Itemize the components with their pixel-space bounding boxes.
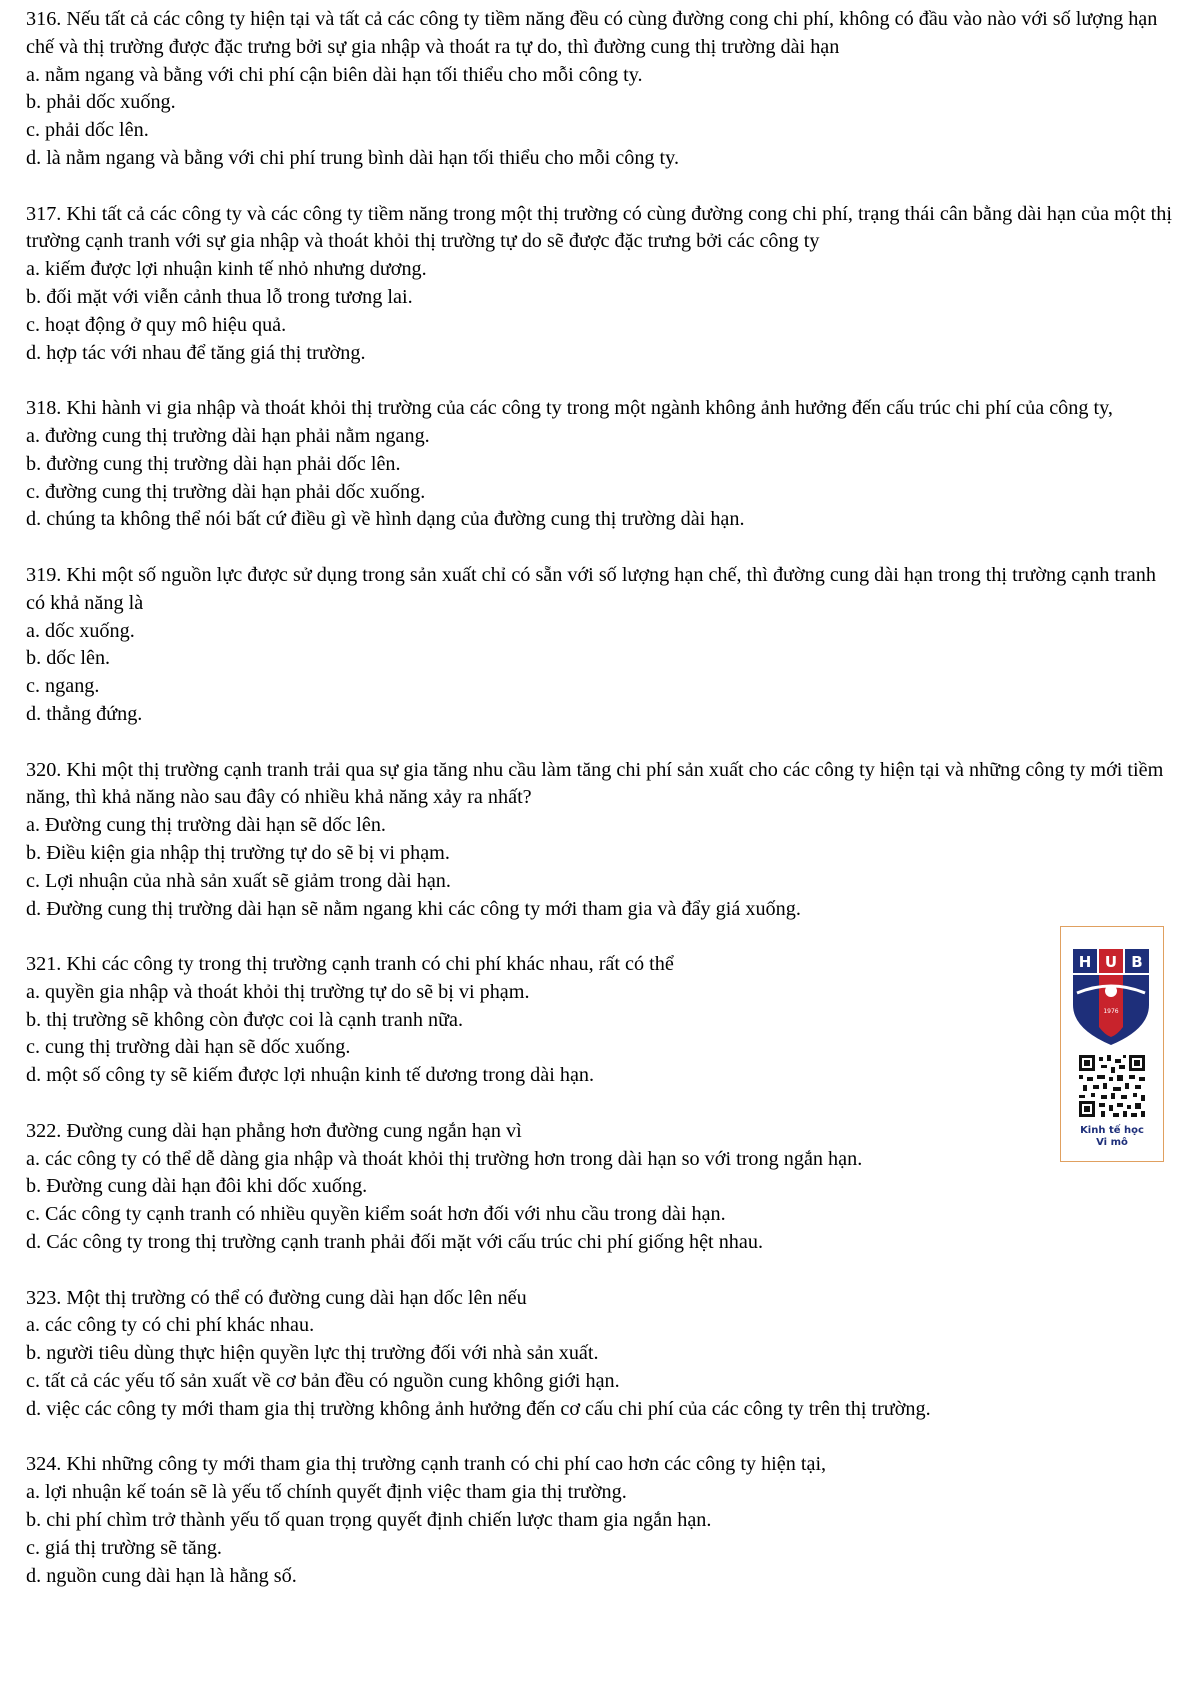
answer-option: d. chúng ta không thể nói bất cứ điều gì về hình dạng của đường cung thị trường dài hạn. bbox=[26, 508, 745, 531]
badge-year: 1976 bbox=[1103, 1008, 1119, 1015]
question-block bbox=[26, 6, 1176, 173]
question-block bbox=[26, 757, 1176, 924]
answer-option: d. việc các công ty mới tham gia thị trường không ảnh hưởng đến cơ cấu chi phí của các công ty trên thị trường. bbox=[26, 1397, 931, 1420]
question-block bbox=[26, 1451, 1176, 1590]
question-stem: 321. Khi các công ty trong thị trường cạnh tranh có chi phí khác nhau, rất có thể bbox=[26, 953, 674, 976]
badge-caption-subtitle: Vi mô bbox=[1096, 1137, 1128, 1148]
question-block bbox=[26, 395, 1176, 534]
answer-option: a. kiếm được lợi nhuận kinh tế nhỏ nhưng dương. bbox=[26, 258, 427, 281]
answer-option: c. tất cả các yếu tố sản xuất về cơ bản đều có nguồn cung không giới hạn. bbox=[26, 1370, 620, 1393]
answer-option: a. đường cung thị trường dài hạn phải nằm ngang. bbox=[26, 424, 430, 447]
answer-option: d. hợp tác với nhau để tăng giá thị trường. bbox=[26, 341, 366, 364]
answer-option: d. Các công ty trong thị trường cạnh tranh phải đối mặt với cấu trúc chi phí giống hệt nhau. bbox=[26, 1231, 764, 1254]
answer-option: b. Điều kiện gia nhập thị trường tự do sẽ bị vi phạm. bbox=[26, 841, 450, 864]
badge-letter-h: H bbox=[1078, 953, 1092, 971]
question-stem: 319. Khi một số nguồn lực được sử dụng trong sản xuất chỉ có sẵn với số lượng hạn chế, thì đường cung dài hạn trong thị trường cạnh tranh có khả năng là bbox=[26, 563, 1156, 614]
answer-option: a. quyền gia nhập và thoát khỏi thị trường tự do sẽ bị vi phạm. bbox=[26, 980, 530, 1003]
answer-option: c. cung thị trường dài hạn sẽ dốc xuống. bbox=[26, 1036, 351, 1059]
question-block bbox=[26, 1118, 1176, 1257]
question-stem: 324. Khi những công ty mới tham gia thị trường cạnh tranh có chi phí cao hơn các công ty hiện tại, bbox=[26, 1453, 827, 1476]
badge-caption-title: Kinh tế học bbox=[1080, 1125, 1144, 1136]
answer-option: b. đối mặt với viễn cảnh thua lỗ trong tương lai. bbox=[26, 285, 413, 308]
answer-option: c. phải dốc lên. bbox=[26, 119, 149, 142]
answer-option: a. các công ty có chi phí khác nhau. bbox=[26, 1314, 315, 1337]
answer-option: c. đường cung thị trường dài hạn phải dốc xuống. bbox=[26, 480, 426, 503]
question-stem: 317. Khi tất cả các công ty và các công ty tiềm năng trong một thị trường có cùng đường cong chi phí, trạng thái cân bằng dài hạn của một thị trường cạnh tranh với sự gia nhập và thoát khỏi thị trường tự do sẽ được đặc trưng bởi các công ty bbox=[26, 202, 1172, 253]
answer-option: a. các công ty có thể dễ dàng gia nhập và thoát khỏi thị trường hơn trong dài hạn so với trong ngắn hạn. bbox=[26, 1147, 863, 1170]
question-stem: 323. Một thị trường có thể có đường cung dài hạn dốc lên nếu bbox=[26, 1286, 527, 1309]
answer-option: b. người tiêu dùng thực hiện quyền lực thị trường đối với nhà sản xuất. bbox=[26, 1342, 599, 1365]
hub-badge bbox=[1060, 926, 1164, 1162]
answer-option: c. Các công ty cạnh tranh có nhiều quyền kiểm soát hơn đối với nhu cầu trong dài hạn. bbox=[26, 1203, 726, 1226]
question-stem: 320. Khi một thị trường cạnh tranh trải qua sự gia tăng nhu cầu làm tăng chi phí sản xuất cho các công ty hiện tại và những công ty mới tiềm năng, thì khả năng nào sau đây có nhiều khả năng xảy ra nhất? bbox=[26, 758, 1164, 809]
question-stem: 318. Khi hành vi gia nhập và thoát khỏi thị trường của các công ty trong một ngành không ảnh hưởng đến cấu trúc chi phí của công ty, bbox=[26, 397, 1113, 420]
answer-option: d. Đường cung thị trường dài hạn sẽ nằm ngang khi các công ty mới tham gia và đẩy giá xuống. bbox=[26, 897, 801, 920]
question-block bbox=[26, 562, 1176, 729]
answer-option: d. thẳng đứng. bbox=[26, 702, 143, 725]
badge-letter-u: U bbox=[1104, 953, 1118, 971]
question-list bbox=[26, 6, 1176, 1618]
question-stem: 316. Nếu tất cả các công ty hiện tại và tất cả các công ty tiềm năng đều có cùng đường cong chi phí, không có đầu vào nào với số lượng hạn chế và thị trường được đặc trưng bởi sự gia nhập và thoát ra tự do, thì đường cung thị trường dài hạn bbox=[26, 8, 1158, 58]
answer-option: d. một số công ty sẽ kiếm được lợi nhuận kinh tế dương trong dài hạn. bbox=[26, 1064, 595, 1087]
answer-option: b. thị trường sẽ không còn được coi là cạnh tranh nữa. bbox=[26, 1008, 464, 1031]
answer-option: c. hoạt động ở quy mô hiệu quả. bbox=[26, 313, 287, 336]
answer-option: b. đường cung thị trường dài hạn phải dốc lên. bbox=[26, 452, 401, 475]
answer-option: d. là nằm ngang và bằng với chi phí trung bình dài hạn tối thiểu cho mỗi công ty. bbox=[26, 146, 679, 169]
answer-option: b. chi phí chìm trở thành yếu tố quan trọng quyết định chiến lược tham gia ngắn hạn. bbox=[26, 1509, 712, 1532]
answer-option: d. nguồn cung dài hạn là hằng số. bbox=[26, 1564, 297, 1587]
answer-option: a. nằm ngang và bằng với chi phí cận biên dài hạn tối thiểu cho mỗi công ty. bbox=[26, 63, 643, 86]
question-block bbox=[26, 201, 1176, 368]
answer-option: a. dốc xuống. bbox=[26, 619, 135, 642]
answer-option: c. ngang. bbox=[26, 675, 100, 698]
badge-letter-b: B bbox=[1131, 953, 1143, 971]
question-stem: 322. Đường cung dài hạn phẳng hơn đường cung ngắn hạn vì bbox=[26, 1119, 522, 1142]
answer-option: b. phải dốc xuống. bbox=[26, 91, 176, 114]
answer-option: c. giá thị trường sẽ tăng. bbox=[26, 1536, 222, 1559]
answer-option: c. Lợi nhuận của nhà sản xuất sẽ giảm trong dài hạn. bbox=[26, 869, 451, 892]
hub-shield-icon bbox=[1061, 927, 1163, 1117]
question-block bbox=[26, 1285, 1176, 1424]
question-block bbox=[26, 951, 1176, 1090]
answer-option: b. Đường cung dài hạn đôi khi dốc xuống. bbox=[26, 1175, 368, 1198]
answer-option: b. dốc lên. bbox=[26, 647, 111, 670]
answer-option: a. Đường cung thị trường dài hạn sẽ dốc lên. bbox=[26, 814, 386, 837]
answer-option: a. lợi nhuận kế toán sẽ là yếu tố chính quyết định việc tham gia thị trường. bbox=[26, 1481, 627, 1504]
